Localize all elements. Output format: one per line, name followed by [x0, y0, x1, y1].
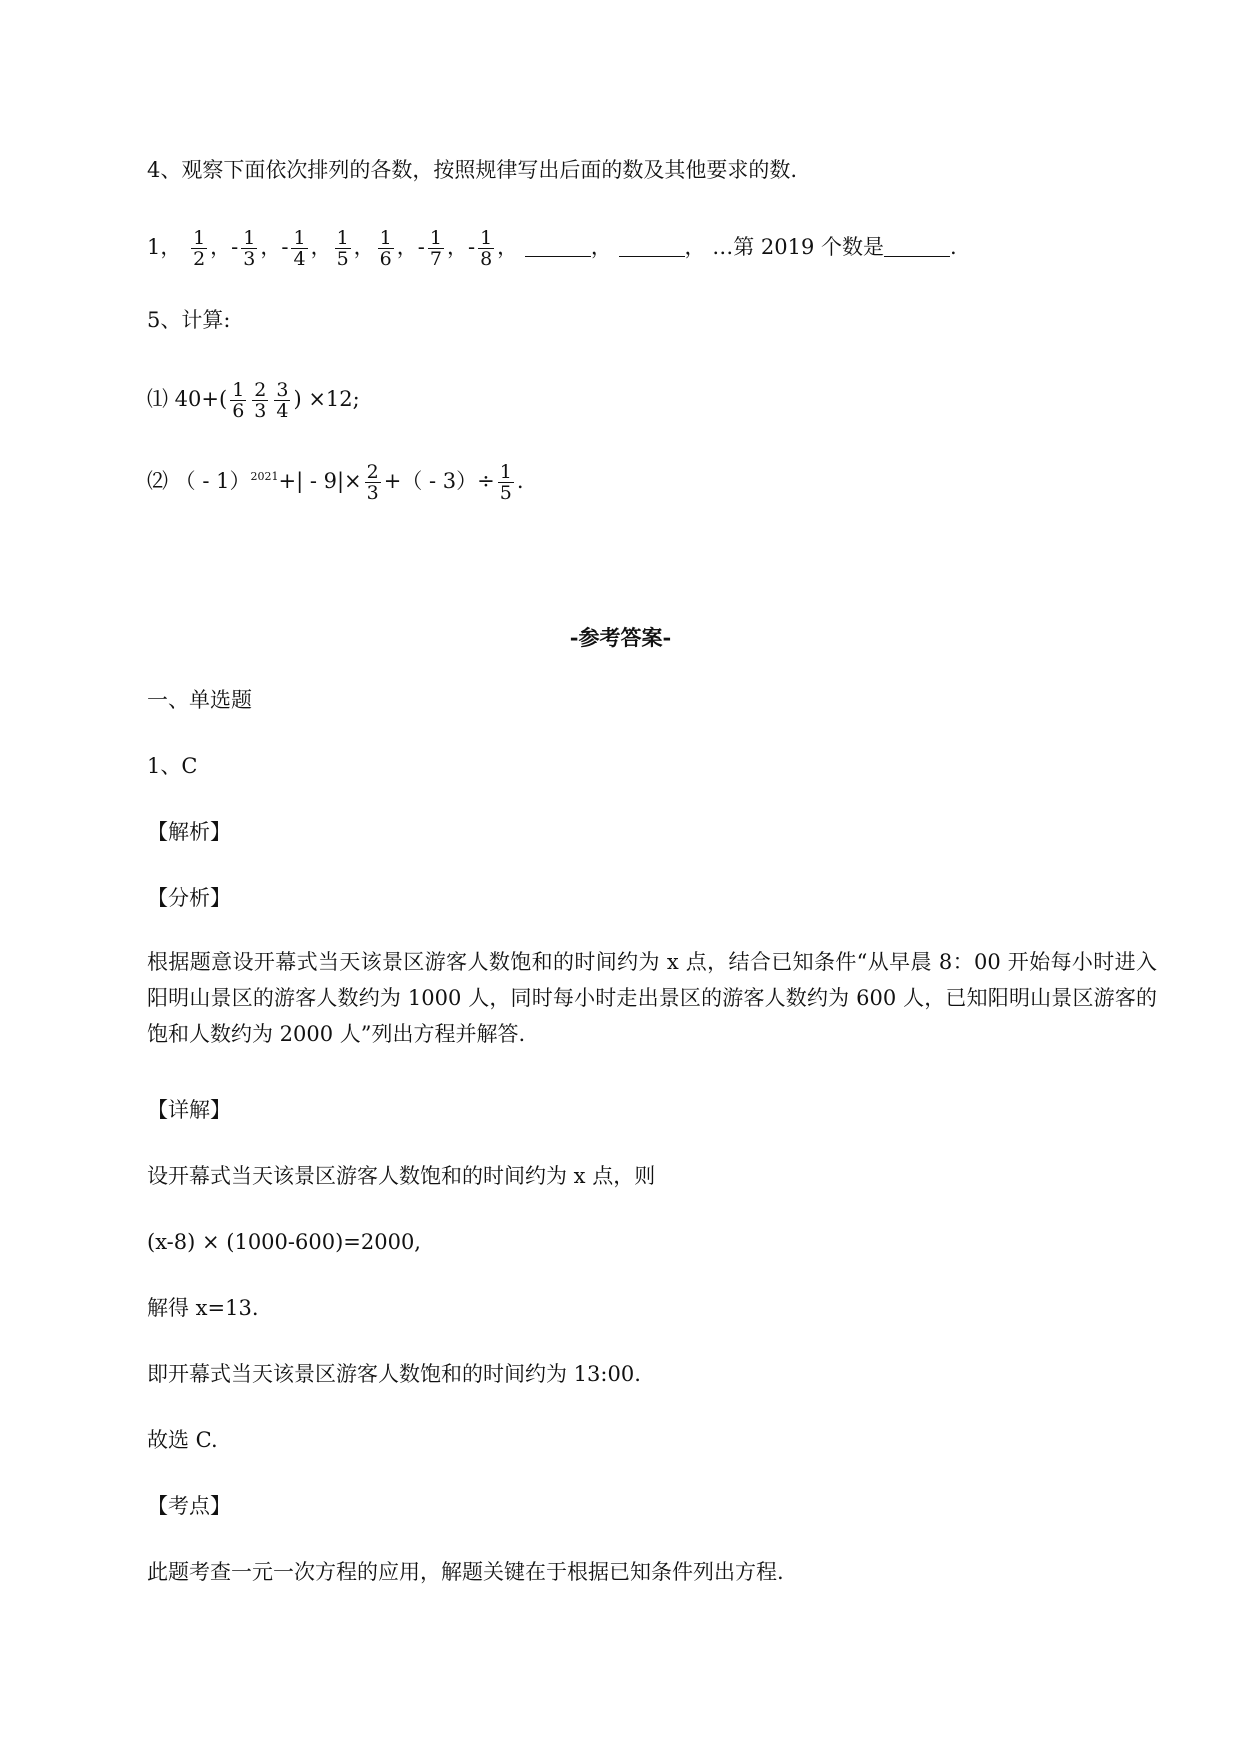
answer-blank-1[interactable]: [525, 236, 591, 257]
fraction: [428, 228, 444, 269]
fraction: [478, 228, 494, 269]
numerator: 1: [379, 227, 392, 249]
seq-term: [231, 227, 282, 270]
q5-part2: [147, 462, 524, 503]
p2-mid2: +（ - 3）÷: [383, 469, 495, 493]
answer-item: 1、C: [147, 754, 198, 778]
seq-tail: …第 2019 个数是: [712, 235, 885, 259]
seq-sign: -: [467, 235, 476, 259]
denominator: 4: [276, 400, 289, 422]
denominator: 6: [232, 400, 245, 422]
detail-line-1: 设开幕式当天该景区游客人数饱和的时间约为 x 点，则: [147, 1164, 656, 1188]
detail-tag: 【详解】: [147, 1098, 231, 1122]
seq-sep: ，: [446, 235, 468, 259]
seq-lead: 1，: [147, 235, 182, 259]
numerator: 1: [499, 461, 512, 483]
fraction: [335, 228, 351, 269]
fraction: [498, 462, 514, 503]
seq-sep: ，: [210, 235, 232, 259]
seq-term: [467, 227, 519, 270]
seq-term: [375, 227, 418, 270]
seq-sign: -: [281, 235, 289, 259]
numerator: 1: [193, 227, 206, 249]
answers-header: -参考答案-: [569, 625, 672, 650]
seq-sep: ，: [310, 235, 332, 259]
numerator: 2: [366, 461, 379, 483]
fraction: [365, 462, 381, 503]
seq-term: [188, 227, 232, 270]
seq-term: [281, 227, 332, 270]
denominator: 3: [366, 482, 379, 504]
numerator: 1: [429, 227, 442, 249]
numerator: 1: [293, 227, 306, 249]
denominator: 3: [243, 248, 256, 270]
answer-blank-2[interactable]: [619, 236, 685, 257]
seq-fractions: [188, 227, 519, 270]
seq-term: [417, 227, 468, 270]
kaodian-text: 此题考查一元一次方程的应用，解题关键在于根据已知条件列出方程.: [147, 1560, 784, 1584]
denominator: 7: [429, 248, 442, 270]
p2-end: .: [516, 469, 524, 493]
denominator: 4: [293, 248, 306, 270]
p2-mid: +| - 9|×: [278, 469, 362, 493]
denominator: 5: [336, 248, 349, 270]
kaodian-tag: 【考点】: [147, 1494, 231, 1518]
denominator: 6: [379, 248, 392, 270]
p2-lead: ⑵ （ - 1）: [147, 469, 251, 493]
detail-equation: (x-8) × (1000-600)=2000,: [147, 1230, 421, 1254]
seq-sep: ，: [590, 235, 612, 259]
numerator: 1: [336, 227, 349, 249]
q5-title: 5、计算:: [147, 308, 231, 332]
p1-lead: ⑴ 40+(: [147, 387, 228, 411]
analysis-tag: 【解析】: [147, 820, 231, 844]
seq-sep: ，: [396, 235, 418, 259]
seq-sign: -: [417, 235, 425, 259]
numerator: 1: [480, 227, 493, 249]
denominator: 5: [499, 482, 512, 504]
fraction: [241, 228, 257, 269]
numerator: 3: [276, 379, 289, 401]
detail-line-4: 即开幕式当天该景区游客人数饱和的时间约为 13:00.: [147, 1362, 641, 1386]
fenxi-text: 根据题意设开幕式当天该景区游客人数饱和的时间约为 x 点，结合已知条件“从早晨 8：00 开始每小时进入阳明山景区的游客人数约为 1000 人，同时每小时走出景区的游客人数约为 600 人，已知阳明山景区游客的饱和人数约为 2000 人”列出方程并解答.: [147, 950, 1157, 1046]
seq-end: .: [950, 235, 957, 259]
seq-sep: ，: [684, 235, 706, 259]
numerator: 1: [232, 379, 245, 401]
answer-blank-3[interactable]: [884, 236, 950, 257]
detail-line-5: 故选 C.: [147, 1428, 218, 1452]
q5-part1: [147, 380, 360, 421]
numerator: 1: [243, 227, 256, 249]
fraction: [378, 228, 394, 269]
q4-title: 4、观察下面依次排列的各数，按照规律写出后面的数及其他要求的数.: [147, 158, 798, 182]
denominator: 2: [193, 248, 206, 270]
fraction: [252, 380, 268, 421]
fraction: [191, 228, 207, 269]
fraction: [230, 380, 246, 421]
fraction: [274, 380, 290, 421]
exponent: 2021: [250, 470, 279, 483]
p1-tail: ) ×12;: [293, 387, 360, 411]
seq-sep: ，: [497, 235, 519, 259]
q4-sequence: [147, 228, 957, 269]
numerator: 2: [254, 379, 267, 401]
seq-sign: -: [231, 235, 239, 259]
denominator: 3: [254, 400, 267, 422]
detail-line-3: 解得 x=13.: [147, 1296, 259, 1320]
fraction: [291, 228, 307, 269]
seq-sep: ，: [353, 235, 375, 259]
seq-sep: ，: [260, 235, 282, 259]
seq-term: [332, 227, 375, 270]
denominator: 8: [480, 248, 493, 270]
section-title: 一、单选题: [147, 688, 252, 712]
fenxi-tag: 【分析】: [147, 886, 231, 910]
